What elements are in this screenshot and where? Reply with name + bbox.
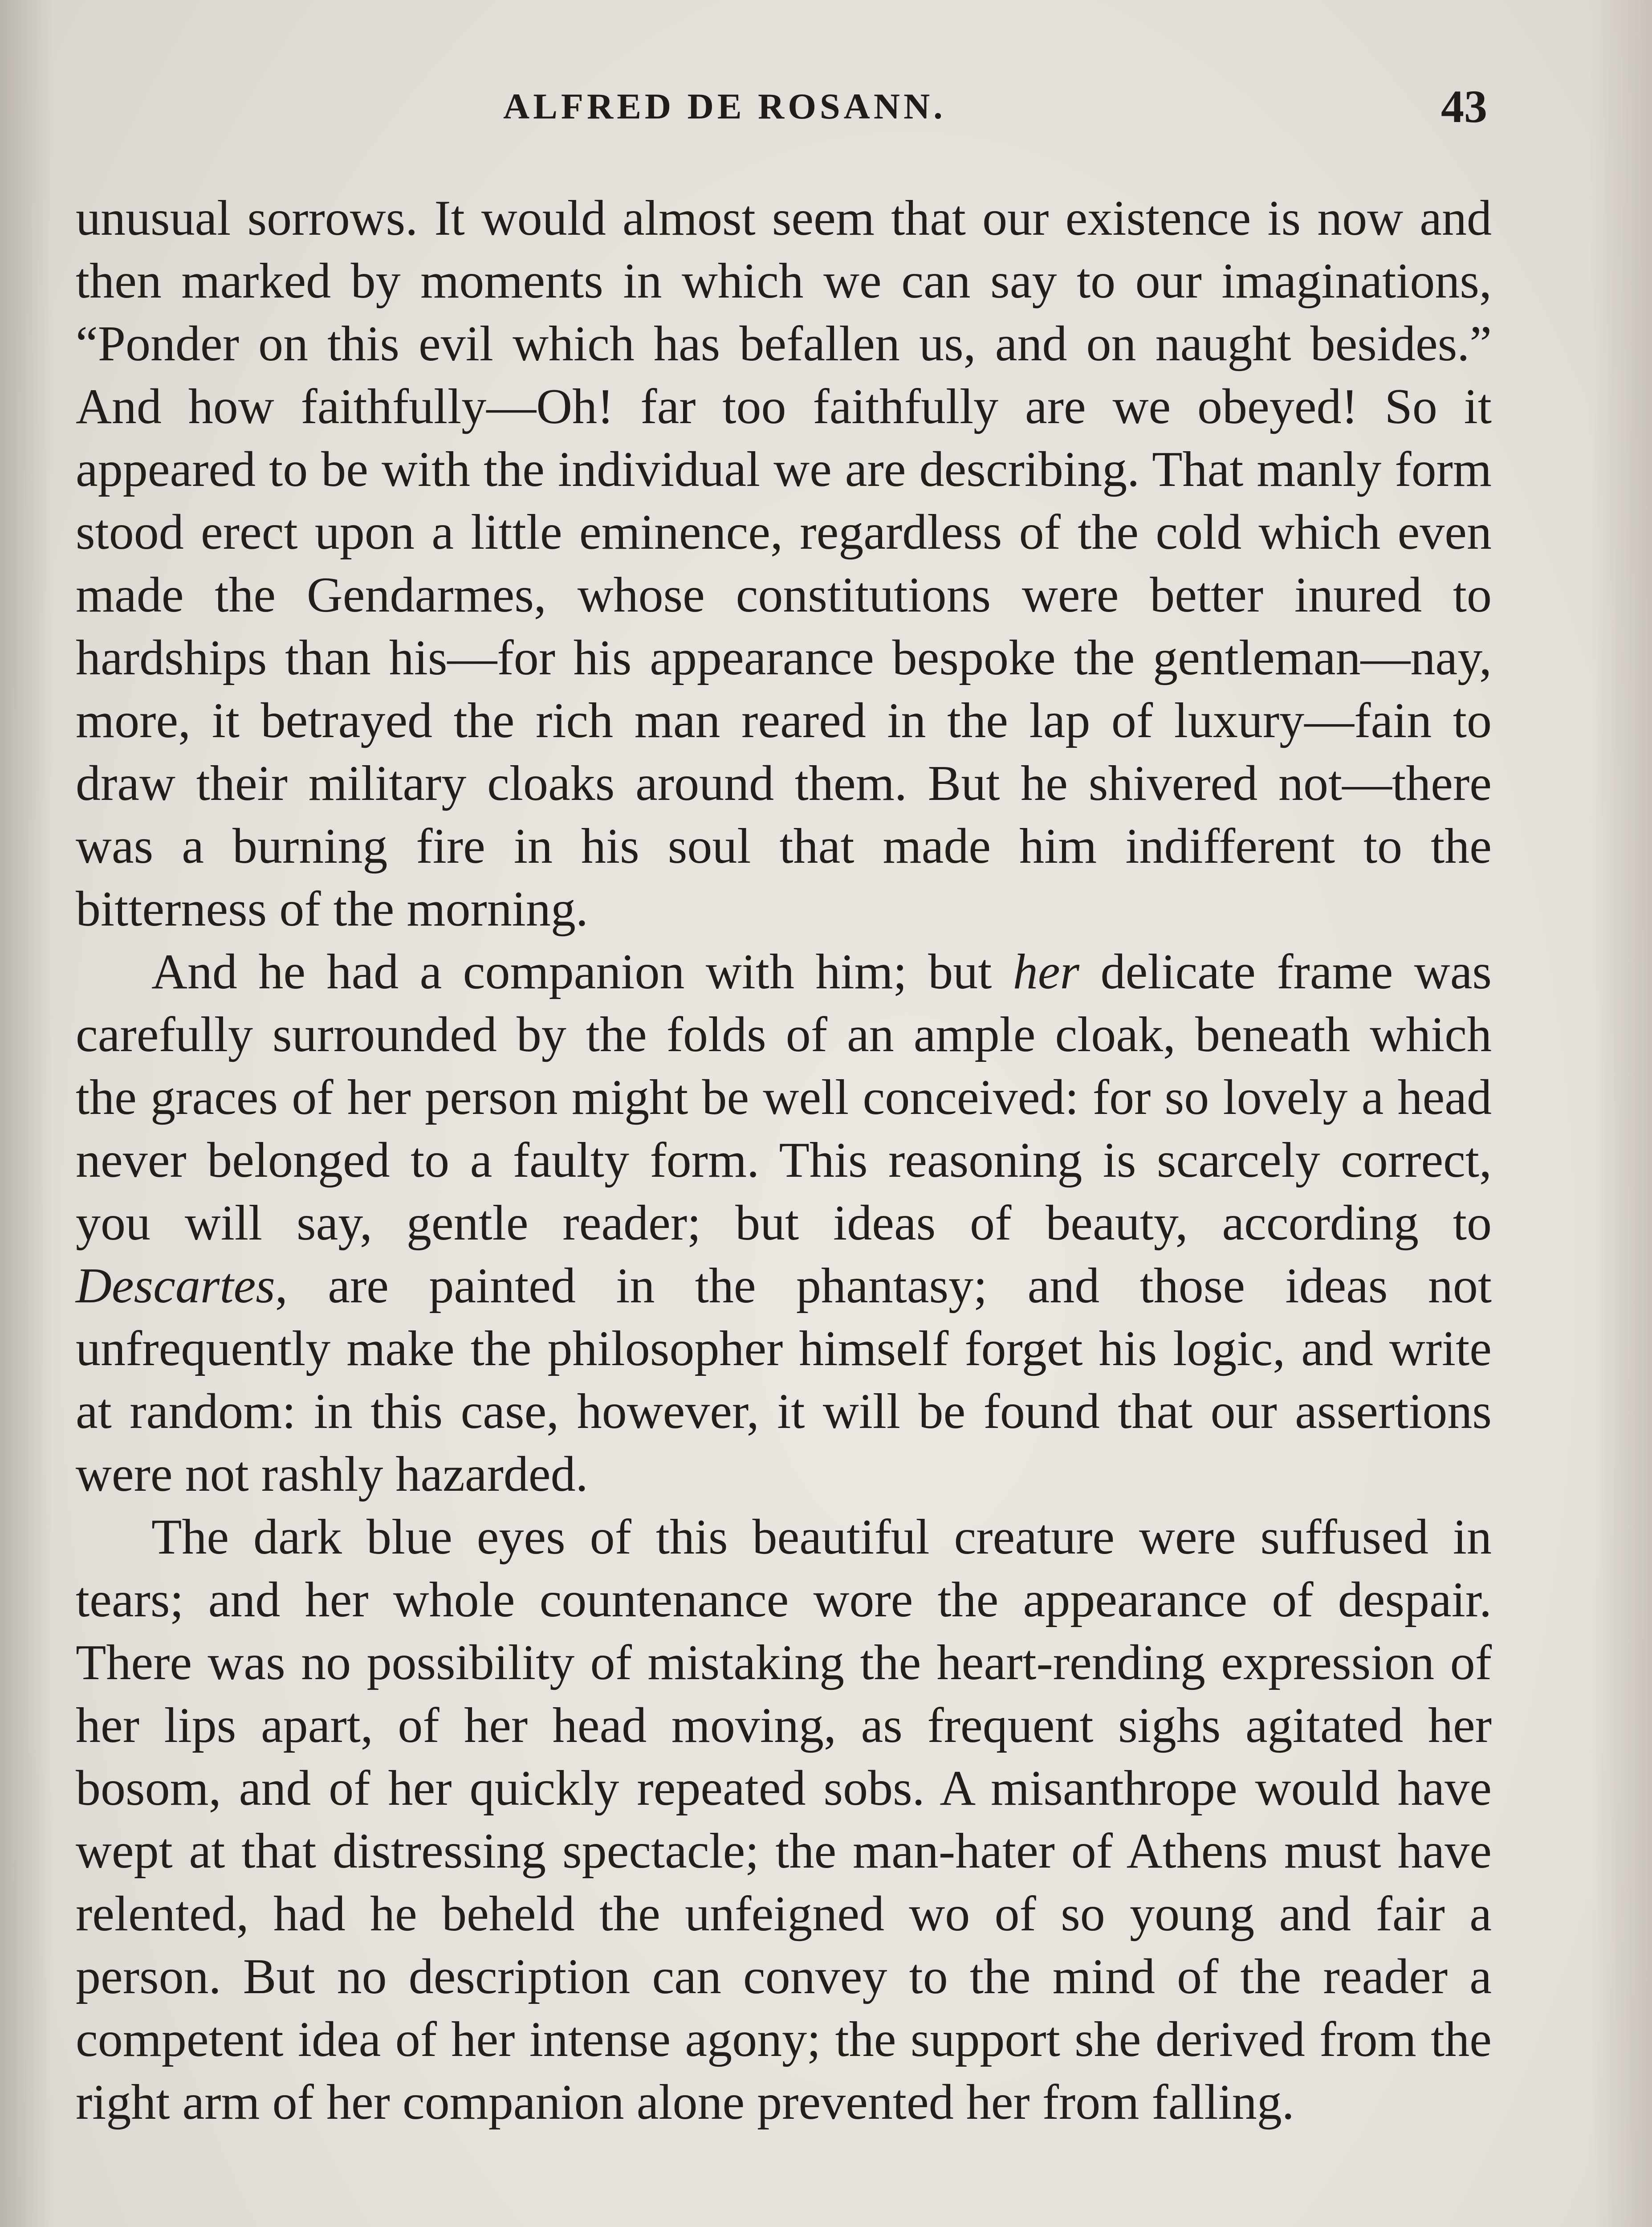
paragraph-1: unusual sorrows. It would almost seem that our existence is now and then marked by moments in which we can say to our imaginations, “Ponder on this evil which has befallen us, and on naught besides.” And how faithfully—Oh! far too faithfully are we obeyed! So it appeared to be with the individual we are describing. That manly form stood erect upon a little eminence, regardless of the cold which even made the Gendarmes, whose constitutions were better inured to hardships than his—for his appearance bespoke the gentleman—nay, more, it betrayed the rich man reared in the lap of luxury—fain to draw their military cloaks around them. But he shivered not—there was a burning fire in his soul that made him indifferent to the bitterness of the morning. (76, 191, 1492, 937)
paragraph-3: The dark blue eyes of this beautiful creature were suffused in tears; and her whole countenance wore the appearance of despair. There was no possibility of mistaking the heart-rending expression of her lips apart, of her head moving, as frequent sighs agitated her bosom, and of her quickly repeated sobs. A misanthrope would have wept at that distressing spectacle; the man-hater of Athens must have relented, had he beheld the unfeigned wo of so young and fair a person. But no description can convey to the mind of the reader a competent idea of her intense agony; the support she derived from the right arm of her companion alone prevented her from falling. (76, 1509, 1492, 2130)
paragraph-2-part-a: And he had a companion with him; but (151, 944, 1013, 999)
emphasis-her: her (1013, 944, 1080, 999)
running-header (80, 80, 1487, 143)
body-text (76, 187, 1492, 2134)
paragraph-2-part-c: , are painted in the phantasy; and those ideas not unfrequently make the philosopher himself forget his logic, and write at random: in this case, however, it will be found that our assertions were not rashly hazarded. (76, 1258, 1492, 1502)
paragraph-2-part-b: delicate frame was carefully surrounded by the folds of an ample cloak, beneath which the graces of her person might be well conceived: for so lovely a head never belonged to a faulty form. This reasoning is scarcely correct, you will say, gentle reader; but ideas of beauty, according to (76, 944, 1492, 1251)
emphasis-descartes: Descartes (76, 1258, 275, 1313)
paragraph-2 (76, 941, 1492, 1506)
page-number: 43 (1441, 81, 1487, 132)
running-title: ALFRED DE ROSANN. (503, 86, 946, 126)
